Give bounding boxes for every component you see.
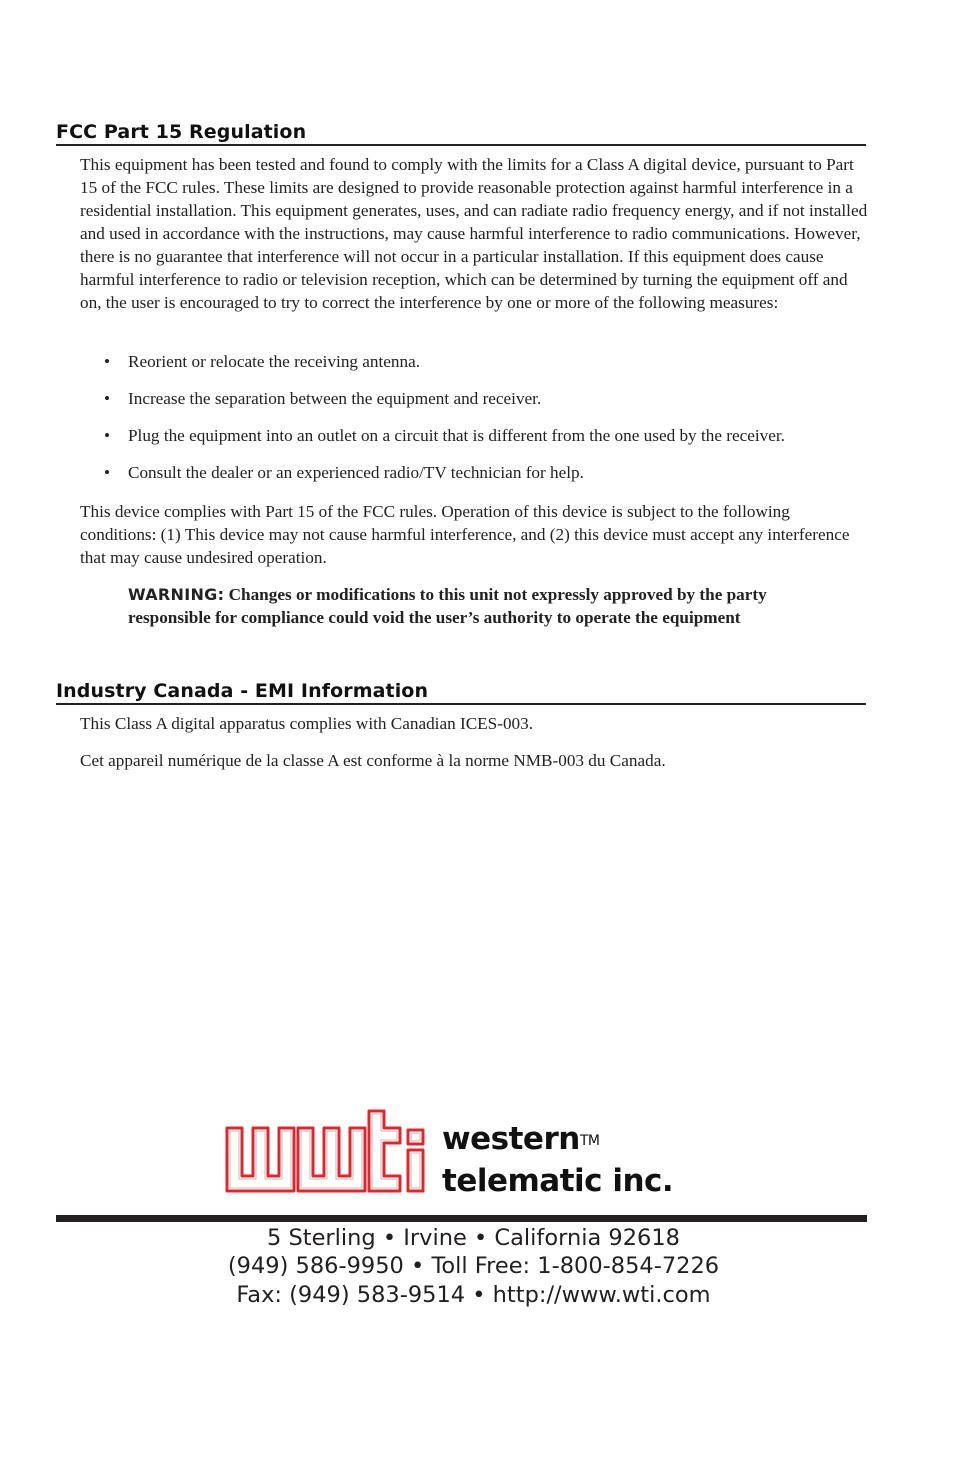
list-item: • Plug the equipment into an outlet on a circuit that is different from the one used by the receiver. <box>104 426 785 445</box>
warning-label: WARNING: <box>128 585 225 604</box>
list-item: • Reorient or relocate the receiving antenna. <box>104 352 421 371</box>
footer-divider <box>56 1215 867 1222</box>
bullet-icon: • <box>104 426 111 445</box>
logo-western: western™ <box>442 1121 600 1157</box>
canada-french-statement: Cet appareil numérique de la classe A est conforme à la norme NMB-003 du Canada. <box>80 751 666 770</box>
company-fax-website: Fax: (949) 583-9514 • http://www.wti.com <box>236 1282 711 1308</box>
bullet-icon: • <box>104 352 111 371</box>
fcc-section-heading: FCC Part 15 Regulation <box>56 121 866 146</box>
company-logo <box>222 1106 702 1206</box>
canada-section-heading: Industry Canada - EMI Information <box>56 680 866 705</box>
interference-measures-list <box>80 350 880 498</box>
warning-text: Changes or modifications to this unit not expressly approved by the party responsible for compliance could void the user’s authority to operate the equipment <box>128 585 767 627</box>
fcc-intro-paragraph: This equipment has been tested and found to comply with the limits for a Class A digital device, pursuant to Part 15 of the FCC rules. These limits are designed to provide reasonable protection against harmful interference in a residential installation. This equipment generates, uses, and can radiate radio frequency energy, and if not installed and used in accordance with the instructions, may cause harmful interference to radio communications. However, there is no guarantee that interference will not occur in a particular installation. If this equipment does cause harmful interference to radio or television reception, which can be determined by turning the equipment off and on, the user is encouraged to try to correct the interference by one or more of the following measures: <box>80 155 868 312</box>
list-item: • Increase the separation between the equipment and receiver. <box>104 389 542 408</box>
logo-telematic: telematic inc. <box>442 1163 674 1199</box>
bullet-icon: • <box>104 463 111 482</box>
bullet-icon: • <box>104 389 111 408</box>
warning-notice <box>128 583 808 629</box>
company-phone: (949) 586-9950 • Toll Free: 1-800-854-7226 <box>227 1253 720 1279</box>
company-address: 5 Sterling • Irvine • California 92618 <box>267 1225 680 1251</box>
wti-logo-mark <box>222 1106 432 1198</box>
trademark-symbol: TM <box>579 1133 600 1149</box>
canada-english-statement: This Class A digital apparatus complies with Canadian ICES-003. <box>80 714 534 733</box>
fcc-conditions-paragraph: This device complies with Part 15 of the FCC rules. Operation of this device is subject to the following conditions: (1) This device may not cause harmful interference, and (2) this device must accept any interference that may cause undesired operation. <box>80 502 850 567</box>
list-item: • Consult the dealer or an experienced radio/TV technician for help. <box>104 463 584 482</box>
